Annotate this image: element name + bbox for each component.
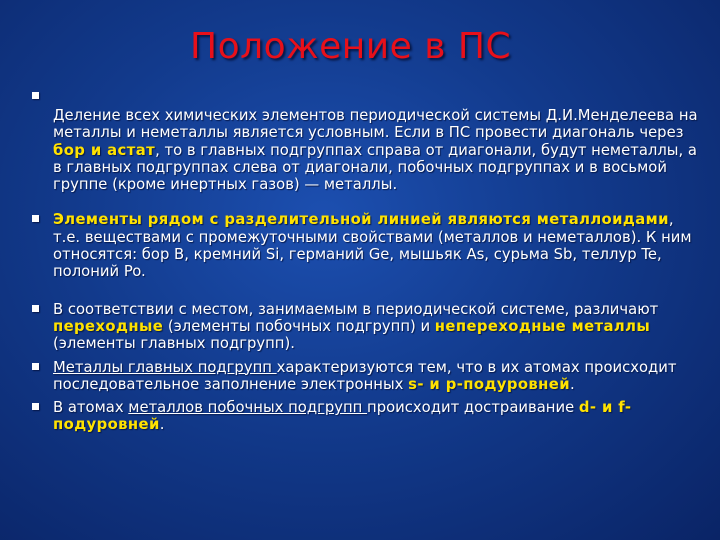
highlight-boron-astatine: бор и астат <box>53 141 156 159</box>
square-bullet-icon <box>32 305 39 312</box>
square-bullet-icon <box>32 215 39 222</box>
slide-title: Положение в ПС <box>190 26 512 67</box>
highlight-df-sublevels: d- и f-подуровней <box>53 399 632 434</box>
highlight-sp-sublevels: s- и p-подуровней <box>408 375 570 393</box>
text-run: Деление всех химических элементов периодической системы Д.И.Менделеева на металлы и неметаллы является условным. Если в ПС провести диагональ через <box>53 107 698 142</box>
text-run: , т.е. веществами с промежуточными свойствами (металлов и неметаллов). К ним относятся: бор B, кремний Si, германий Ge, мышьяк As, сурьма Sb, теллур Te, полоний Po. <box>53 211 692 281</box>
square-bullet-icon <box>32 403 39 410</box>
slide-body <box>32 92 704 440</box>
bullet-item-division <box>32 92 704 193</box>
text-run: (элементы главных подгрупп). <box>53 335 295 353</box>
text-run: В атомах <box>53 399 129 417</box>
text-run: характеризуются тем, что в их атомах происходит последовательное заполнение электронных <box>53 358 677 393</box>
paragraph-text <box>53 92 704 193</box>
underlined-main-subgroups: Металлы главных подгрупп <box>53 358 277 376</box>
highlight-metalloids: Элементы рядом с разделительной линией являются металлоидами <box>53 211 669 229</box>
text-run: . <box>570 375 575 393</box>
highlight-transition: переходные <box>53 317 164 335</box>
bullet-item-main-subgroups <box>32 359 704 394</box>
square-bullet-icon <box>32 92 39 99</box>
text-run: В соответствии с местом, занимаемым в периодической системе, различают <box>53 300 659 318</box>
square-bullet-icon <box>32 363 39 370</box>
text-run: (элементы побочных подгрупп) и <box>163 317 435 335</box>
bullet-item-transition <box>32 301 704 353</box>
text-run: . <box>159 416 165 434</box>
bullet-item-side-subgroups <box>32 399 704 434</box>
bullet-item-metalloids <box>32 211 704 280</box>
highlight-non-transition: непереходные металлы <box>434 317 651 335</box>
underlined-side-subgroups: металлов побочных подгрупп <box>128 399 368 417</box>
text-run: происходит достраивание <box>367 399 579 417</box>
text-run: , то в главных подгруппах справа от диагонали, будут неметаллы, а в главных подгруппах слева от диагонали, побочных подгруппах и в восьмой группе (кроме инертных газов) — металлы. <box>53 141 697 194</box>
